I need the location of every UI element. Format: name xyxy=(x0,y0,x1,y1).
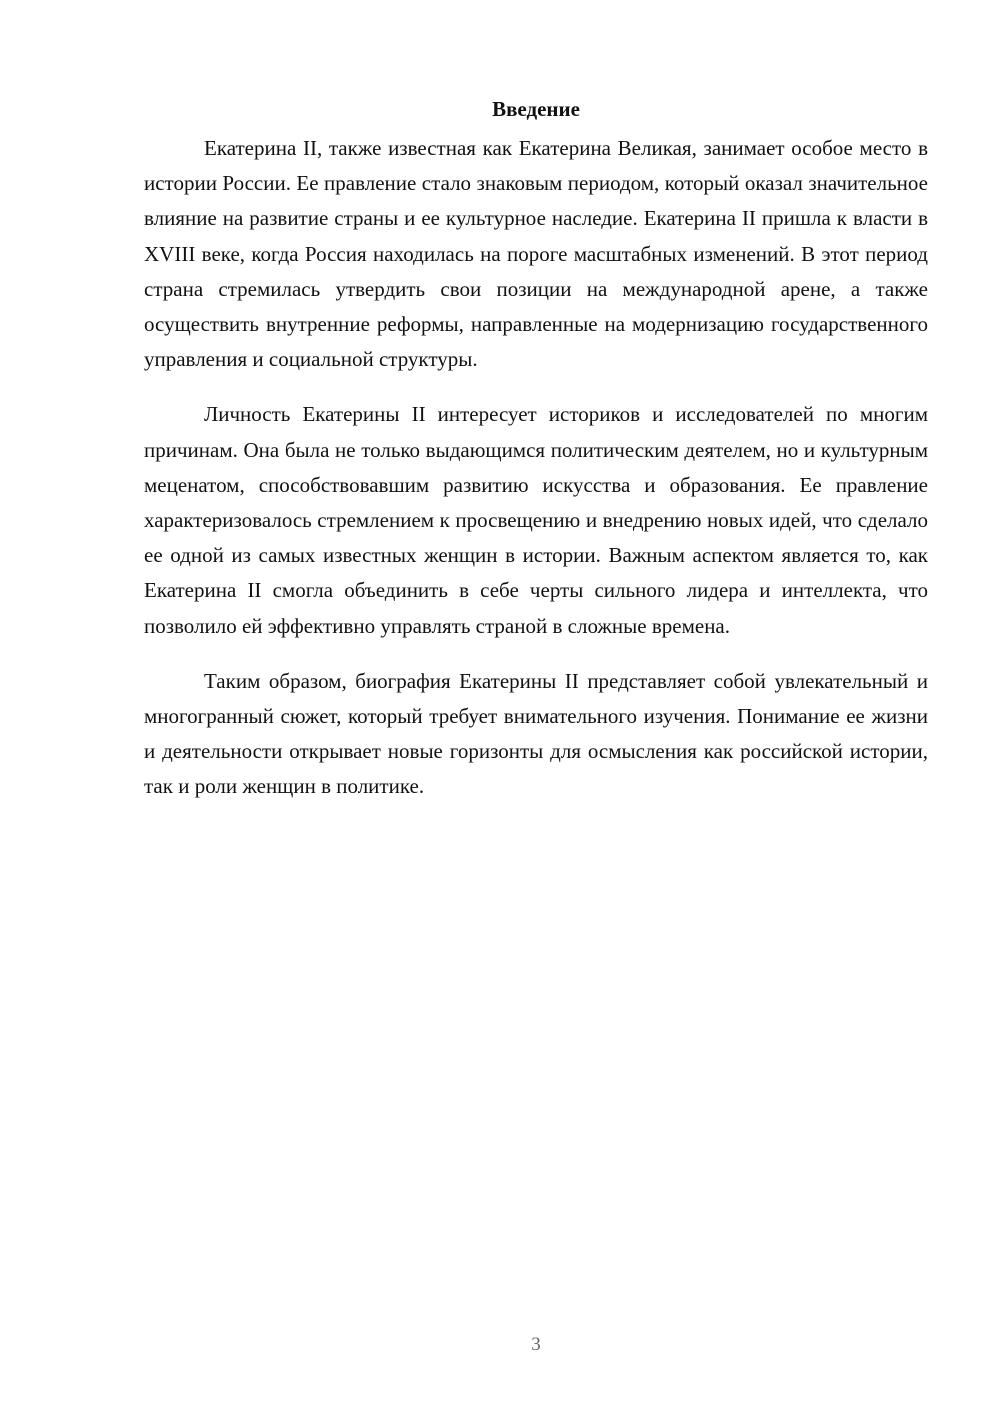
paragraph-2: Личность Екатерины II интересует историков и исследователей по многим причинам. Она была не только выдающимся политическим деятелем, но и культурным меценатом, способствовавшим развитию искусства и образования. Ее правление характеризовалось стремлением к просвещению и внедрению новых идей, что сделало ее одной из самых известных женщин в истории. Важным аспектом является то, как Екатерина II смогла объединить в себе черты сильного лидера и интеллекта, что позволило ей эффективно управлять страной в сложные времена. xyxy=(144,402,928,638)
page-content xyxy=(144,92,928,825)
paragraph-1: Екатерина II, также известная как Екатерина Великая, занимает особое место в истории России. Ее правление стало знаковым периодом, который оказал значительное влияние на развитие страны и ее культурное наследие. Екатерина II пришла к власти в XVIII веке, когда Россия находилась на пороге масштабных изменений. В этот период страна стремилась утвердить свои позиции на международной арене, а также осуществить внутренние реформы, направленные на модернизацию государственного управления и социальной структуры. xyxy=(144,136,928,372)
section-heading: Введение xyxy=(492,97,580,121)
page-number: 3 xyxy=(531,1334,541,1355)
paragraph-3: Таким образом, биография Екатерины II представляет собой увлекательный и многогранный сюжет, который требует внимательного изучения. Понимание ее жизни и деятельности открывает новые горизонты для осмысления как российской истории, так и роли женщин в политике. xyxy=(144,668,928,799)
